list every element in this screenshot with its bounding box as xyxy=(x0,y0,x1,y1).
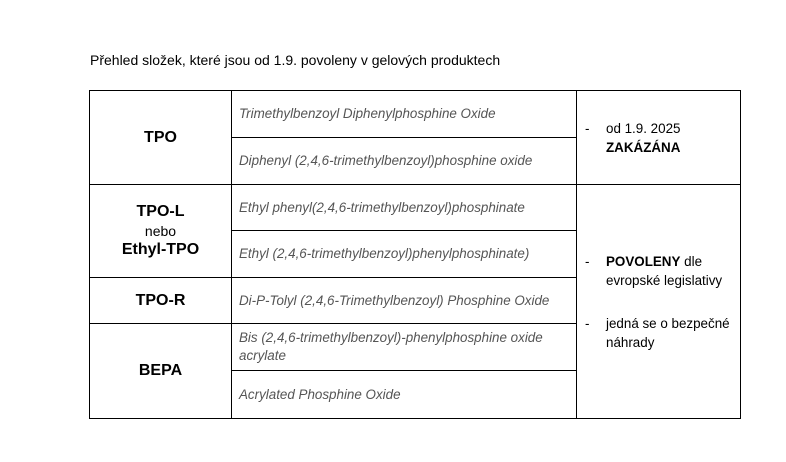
ban-label: ZAKÁZÁNA xyxy=(606,139,681,155)
connector-word: nebo xyxy=(144,223,177,239)
group-name-bepa: BEPA xyxy=(90,324,232,419)
group-name-tpo: TPO xyxy=(90,91,232,185)
dash-bullet: - xyxy=(585,253,590,269)
status-cell-banned xyxy=(577,91,741,185)
group-name-tpo-r: TPO-R xyxy=(90,278,232,324)
allowed-label-rest: dle evropské legislativy xyxy=(606,253,723,288)
allowed-label: POVOLENY xyxy=(606,253,681,269)
dash-bullet: - xyxy=(585,315,590,331)
ban-date: od 1.9. 2025 xyxy=(606,120,681,136)
chemical-name: Ethyl (2,4,6-trimethylbenzoyl)phenylphosphinate) xyxy=(232,231,577,278)
chemical-name: Di-P-Tolyl (2,4,6-Trimethylbenzoyl) Phosphine Oxide xyxy=(232,278,577,324)
dash-bullet: - xyxy=(585,120,590,136)
page-heading: Přehled složek, které jsou od 1.9. povoleny v gelových produktech xyxy=(90,52,501,68)
group-name-tpo-l xyxy=(90,185,232,278)
chemical-name: Bis (2,4,6-trimethylbenzoyl)-phenylphosphine oxide acrylate xyxy=(232,324,577,371)
ingredients-table xyxy=(89,90,741,419)
chemical-name: Diphenyl (2,4,6-trimethylbenzoyl)phosphine oxide xyxy=(232,138,577,185)
chemical-name: Acrylated Phosphine Oxide xyxy=(232,371,577,419)
chemical-name: Ethyl phenyl(2,4,6-trimethylbenzoyl)phosphinate xyxy=(232,185,577,231)
status-cell-allowed xyxy=(577,185,741,419)
safe-replacement-note: jedná se o bezpečné náhrady xyxy=(606,315,730,350)
chemical-name: Trimethylbenzoyl Diphenylphosphine Oxide xyxy=(232,91,577,138)
ethyl-tpo-name: Ethyl-TPO xyxy=(121,241,200,258)
tpo-l-name: TPO-L xyxy=(136,203,185,220)
